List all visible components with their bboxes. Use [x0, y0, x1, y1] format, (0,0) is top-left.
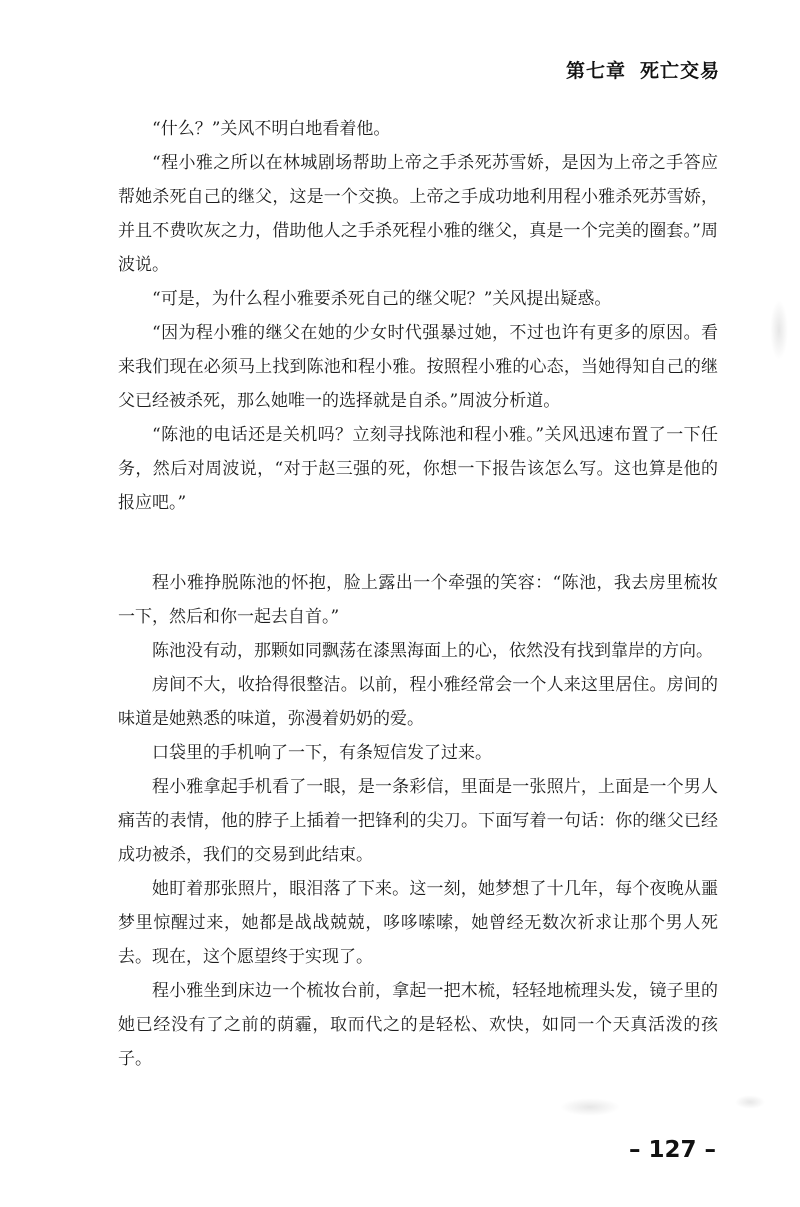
paragraph: 她盯着那张照片，眼泪落了下来。这一刻，她梦想了十几年，每个夜晚从噩梦里惊醒过来，她都是战战兢兢，哆哆嗦嗦，她曾经无数次祈求让那个男人死去。现在，这个愿望终于实现了。	[118, 879, 718, 967]
scan-smudge	[735, 1095, 765, 1109]
chapter-label: 第七章	[565, 60, 626, 82]
paragraph: “可是，为什么程小雅要杀死自己的继父呢？”关风提出疑惑。	[152, 289, 612, 309]
paragraph: 口袋里的手机响了一下，有条短信发了过来。	[152, 743, 492, 763]
paragraph: “陈池的电话还是关机吗？立刻寻找陈池和程小雅。”关风迅速布置了一下任务，然后对周波说，“对于赵三强的死，你想一下报告该怎么写。这也算是他的报应吧。”	[118, 425, 718, 513]
body-text	[118, 112, 718, 1076]
paragraph: 房间不大，收拾得很整洁。以前，程小雅经常会一个人来这里居住。房间的味道是她熟悉的味道，弥漫着奶奶的爱。	[118, 675, 718, 729]
section-break	[118, 520, 718, 566]
paragraph: “程小雅之所以在林城剧场帮助上帝之手杀死苏雪娇，是因为上帝之手答应帮她杀死自己的继父，这是一个交换。上帝之手成功地利用程小雅杀死苏雪娇，并且不费吹灰之力，借助他人之手杀死程小雅的继父，真是一个完美的圈套。”周波说。	[118, 153, 718, 275]
paragraph: “什么？”关风不明白地看着他。	[152, 119, 391, 139]
paragraph: 程小雅坐到床边一个梳妆台前，拿起一把木梳，轻轻地梳理头发，镜子里的她已经没有了之前的荫霾，取而代之的是轻松、欢快，如同一个天真活泼的孩子。	[118, 981, 718, 1069]
scan-smudge	[770, 300, 788, 360]
paragraph: 陈池没有动，那颗如同飘荡在漆黑海面上的心，依然没有找到靠岸的方向。	[152, 641, 713, 661]
paragraph: 程小雅拿起手机看了一眼，是一条彩信，里面是一张照片，上面是一个男人痛苦的表情，他的脖子上插着一把锋利的尖刀。下面写着一句话：你的继父已经成功被杀，我们的交易到此结束。	[118, 777, 718, 865]
running-header	[566, 56, 720, 83]
page-number: – 127 –	[628, 1137, 716, 1163]
paragraph: 程小雅挣脱陈池的怀抱，脸上露出一个牵强的笑容：“陈池，我去房里梳妆一下，然后和你一起去自首。”	[118, 573, 718, 627]
scan-smudge	[560, 1098, 620, 1116]
chapter-title: 死亡交易	[639, 60, 720, 82]
paragraph: “因为程小雅的继父在她的少女时代强暴过她，不过也许有更多的原因。看来我们现在必须马上找到陈池和程小雅。按照程小雅的心态，当她得知自己的继父已经被杀死，那么她唯一的选择就是自杀。”周波分析道。	[118, 323, 718, 411]
